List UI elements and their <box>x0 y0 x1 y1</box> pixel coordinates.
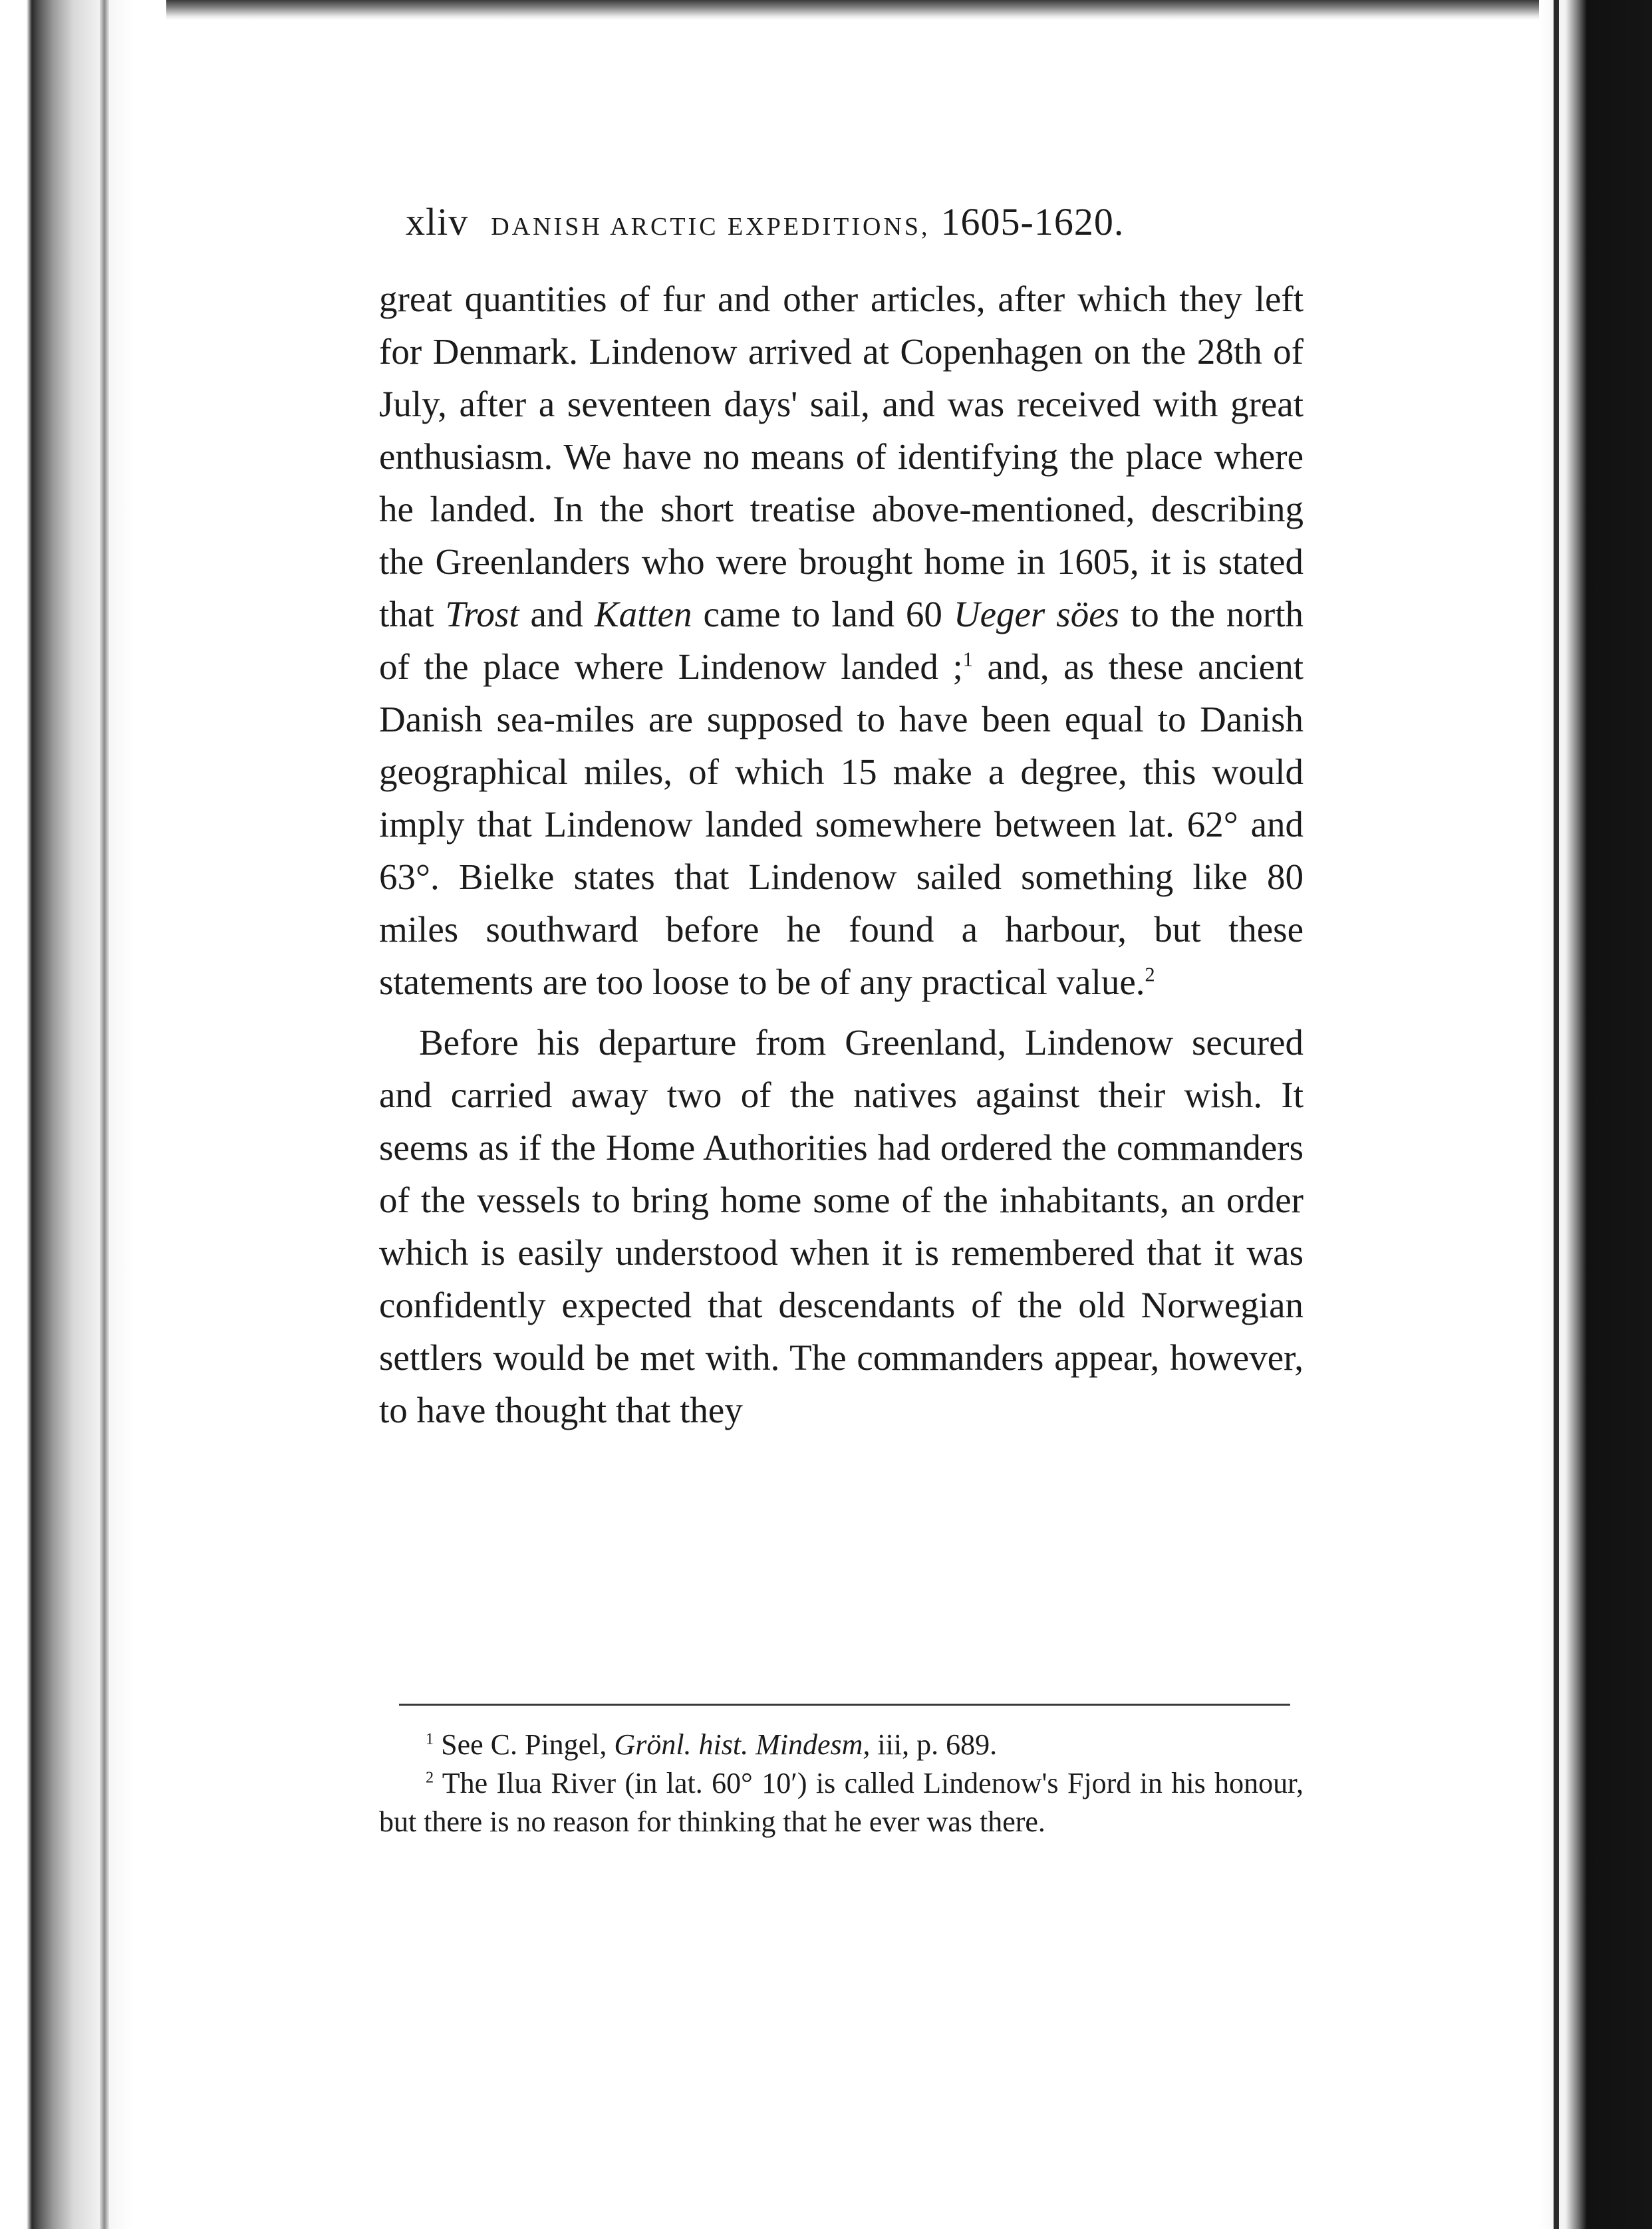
paragraph-1-text-a: great quantities of fur and other articles, after which they left for Denmark. Lindenow arrived at Copenhagen on the 28th of July, after a seventeen days' sail, and was received with great enthusiasm. We have no means of identifying the place where he landed. In the short treatise above-mentioned, describing the Greenlanders who were brought home in 1605, it is stated that <box>379 279 1304 634</box>
footnote-2-marker: 2 <box>426 1768 434 1787</box>
footnote-ref-2: 2 <box>1145 963 1155 986</box>
footnote-1-marker: 1 <box>426 1730 434 1748</box>
paragraph-2: Before his departure from Greenland, Lindenow secured and carried away two of the natives against their wish. It seems as if the Home Authorities had ordered the commanders of the vessels to bring home some of the inhabitants, an order which is easily understood when it is remembered that it was confidently expected that descendants of the old Norwegian settlers would be met with. The commanders appear, however, to have thought that they <box>379 1022 1304 1430</box>
scan-left-binding <box>0 0 166 2229</box>
footnote-1 <box>379 1726 1304 1764</box>
running-head <box>406 199 1337 253</box>
footnote-1-text-b: iii, p. 689. <box>870 1728 998 1761</box>
footnote-2-text: The Ilua River (in lat. 60° 10′) is called Lindenow's Fjord in his honour, but there is no reason for thinking that he ever was there. <box>379 1767 1304 1838</box>
running-head-title: DANISH ARCTIC EXPEDITIONS, <box>491 213 930 241</box>
scan-top-edge <box>0 0 1652 20</box>
footnote-2 <box>379 1764 1304 1841</box>
unit-ueger-soes: Ueger söes <box>953 594 1120 634</box>
page-number: xliv <box>406 200 469 243</box>
paragraph-1-text-b: came to land 60 <box>692 594 954 634</box>
paragraph-1-text-d: and, as these ancient Danish sea-miles are supposed to have been equal to Danish geographical miles, of which 15 make a degree, this would imply that Lindenow landed somewhere between lat. 62° and 63°. Bielke states that Lindenow sailed something like 80 miles southward before he found a harbour, but these statements are too loose to be of any practical value. <box>379 646 1304 1002</box>
paragraph-1 <box>379 273 1304 1008</box>
footnote-1-title: Grönl. hist. Mindesm, <box>614 1728 871 1761</box>
scan-left-binding-ridge <box>100 0 109 2229</box>
running-head-dates: 1605-1620. <box>940 200 1125 243</box>
footnote-rule <box>399 1704 1290 1706</box>
body-text <box>379 273 1304 1436</box>
ship-name-trost: Trost <box>445 594 519 634</box>
scan-right-page-edge <box>1554 0 1559 2229</box>
footnote-ref-1: 1 <box>962 648 973 671</box>
ship-name-katten: Katten <box>594 594 692 634</box>
paragraph-1-and: and <box>519 594 595 634</box>
paragraph-1-text-c: to the north of the place where Lindenow landed ; <box>379 594 1304 687</box>
footnotes <box>379 1726 1304 1841</box>
footnote-1-text-a: See C. Pingel, <box>434 1728 615 1761</box>
